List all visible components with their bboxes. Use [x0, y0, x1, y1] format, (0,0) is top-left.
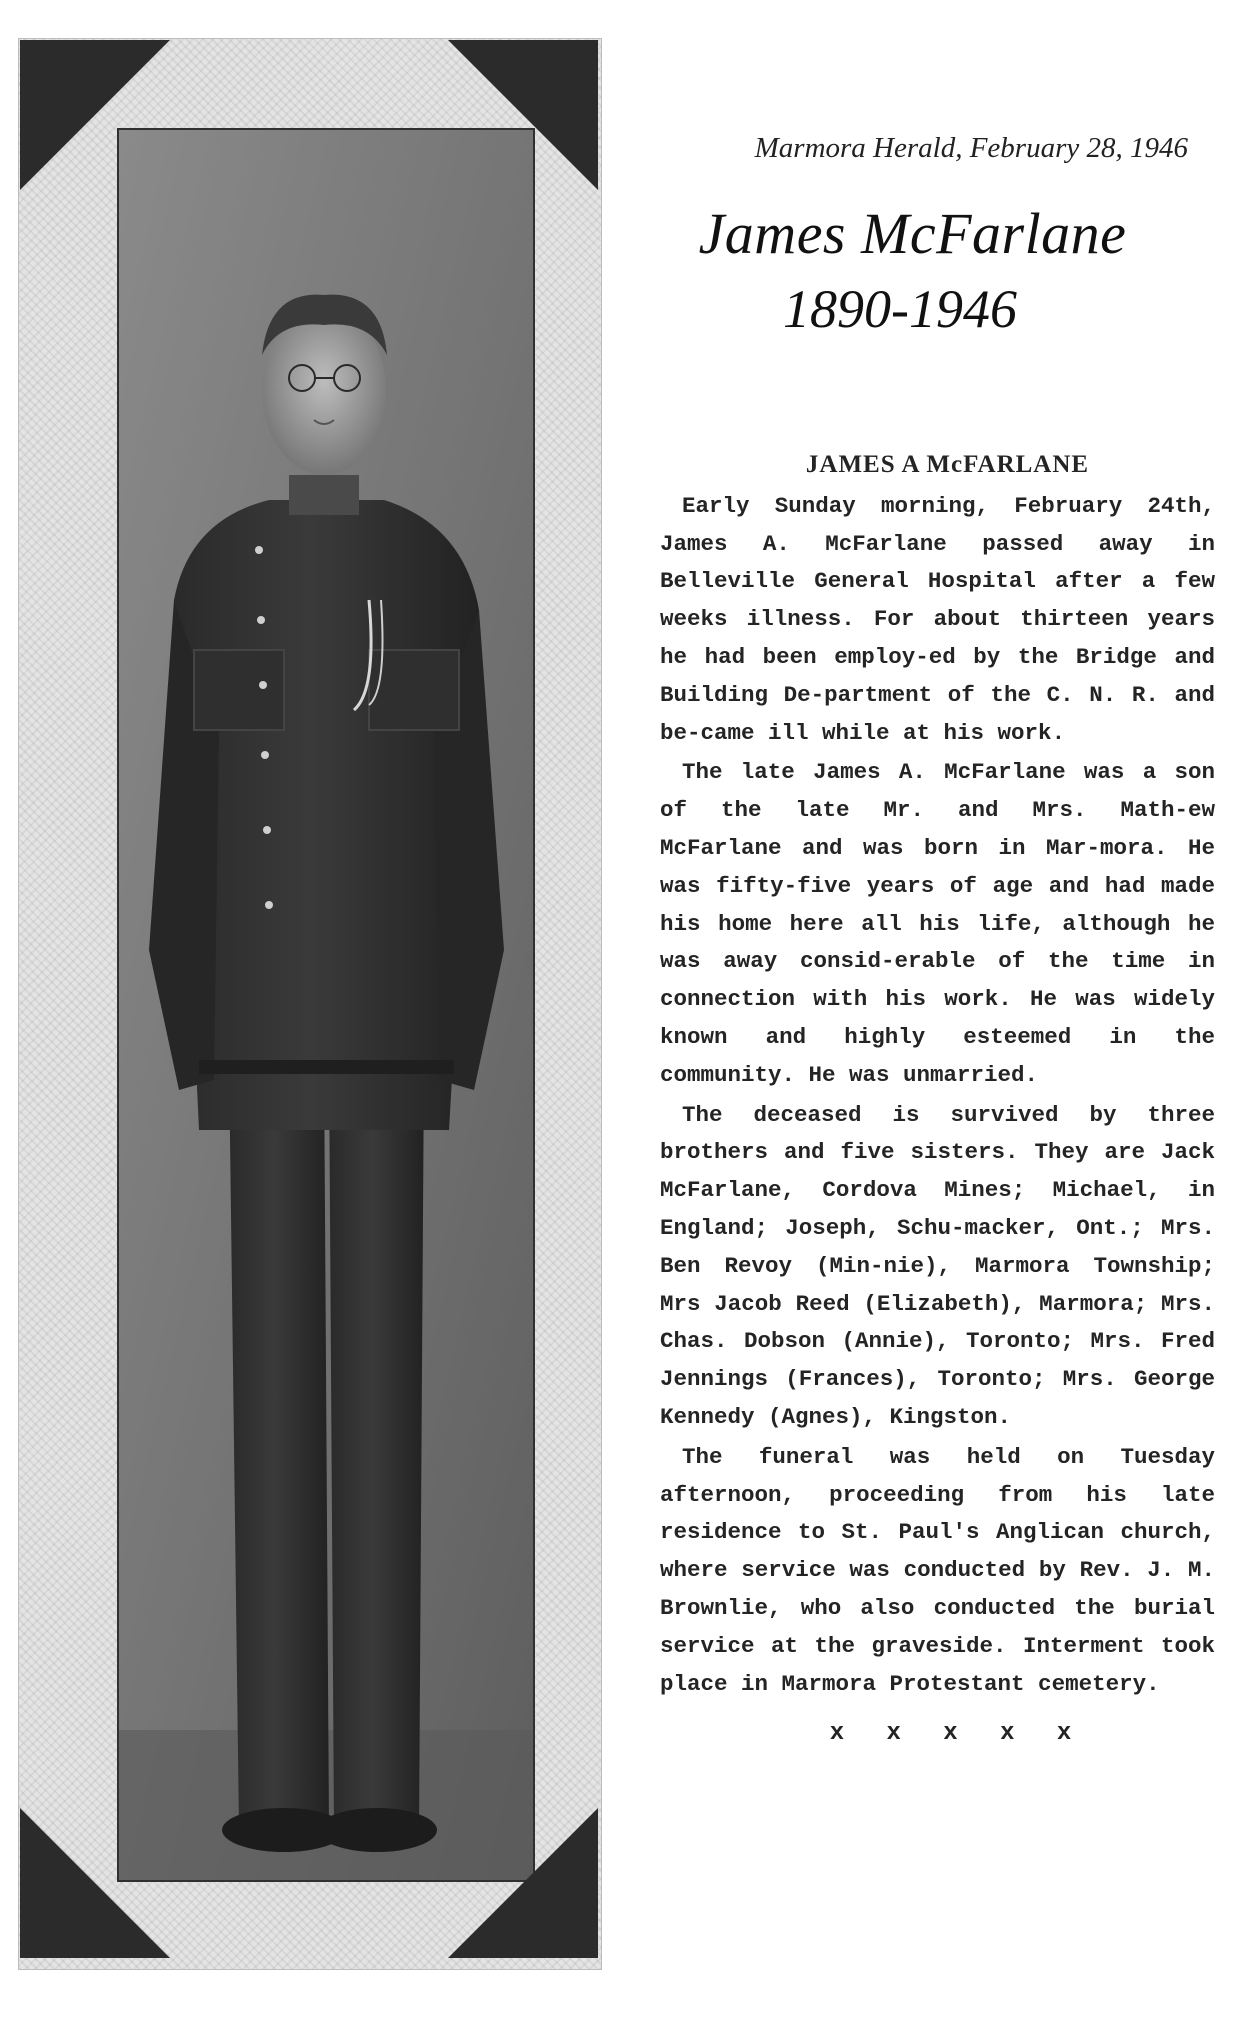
article-headline: JAMES A McFARLANE — [805, 451, 1090, 478]
newspaper-article — [660, 446, 1215, 1753]
obituary-years: 1890-1946 — [783, 279, 1017, 339]
article-end-mark: x x x x x — [829, 1720, 1086, 1748]
photo-corner-icon — [448, 1808, 598, 1958]
article-paragraph: The late James A. McFarlane was a son of the late Mr. and Mrs. Math-ew McFarlane and was born in Mar-mora. He was fifty-five years of age and had made his home here all his life, although he was away consid-erable of the time in connection with his work. He was widely known and highly esteemed in the community. He was unmarried. — [660, 759, 1215, 1088]
photo-corner-icon — [20, 40, 170, 190]
photo-corner-icon — [448, 40, 598, 190]
article-paragraph: The deceased is survived by three brothers and five sisters. They are Jack McFarlane, Cordova Mines; Michael, in England; Joseph, Schu-macker, Ont.; Mrs. Ben Revoy (Min-nie), Marmora Township; Mrs Jacob Reed (Elizabeth), Marmora; Mrs. Chas. Dobson (Annie), Toronto; Mrs. Fred Jennings (Frances), Toronto; Mrs. George Kennedy (Agnes), Kingston. — [660, 1101, 1215, 1430]
article-paragraph: Early Sunday morning, February 24th, James A. McFarlane passed away in Belleville General Hospital after a few weeks illness. For about thirteen years he had been employ-ed by the Bridge and Building De-partment of the C. N. R. and be-came ill while at his work. — [660, 492, 1215, 746]
newspaper-source: Marmora Herald, February 28, 1946 — [754, 132, 1188, 164]
cropped-heading-fragment — [730, 0, 790, 8]
article-paragraph: The funeral was held on Tuesday afternoon, proceeding from his late residence to St. Paul's Anglican church, where service was conducted by Rev. J. M. Brownlie, who also conducted the burial service at the graveside. Interment took place in Marmora Protestant cemetery. — [660, 1443, 1215, 1697]
photo-corner-icon — [20, 1808, 170, 1958]
obituary-name: James McFarlane — [698, 201, 1127, 266]
obituary-column — [640, 0, 1225, 2030]
soldier-portrait — [119, 130, 533, 1880]
portrait-photo — [117, 128, 535, 1882]
